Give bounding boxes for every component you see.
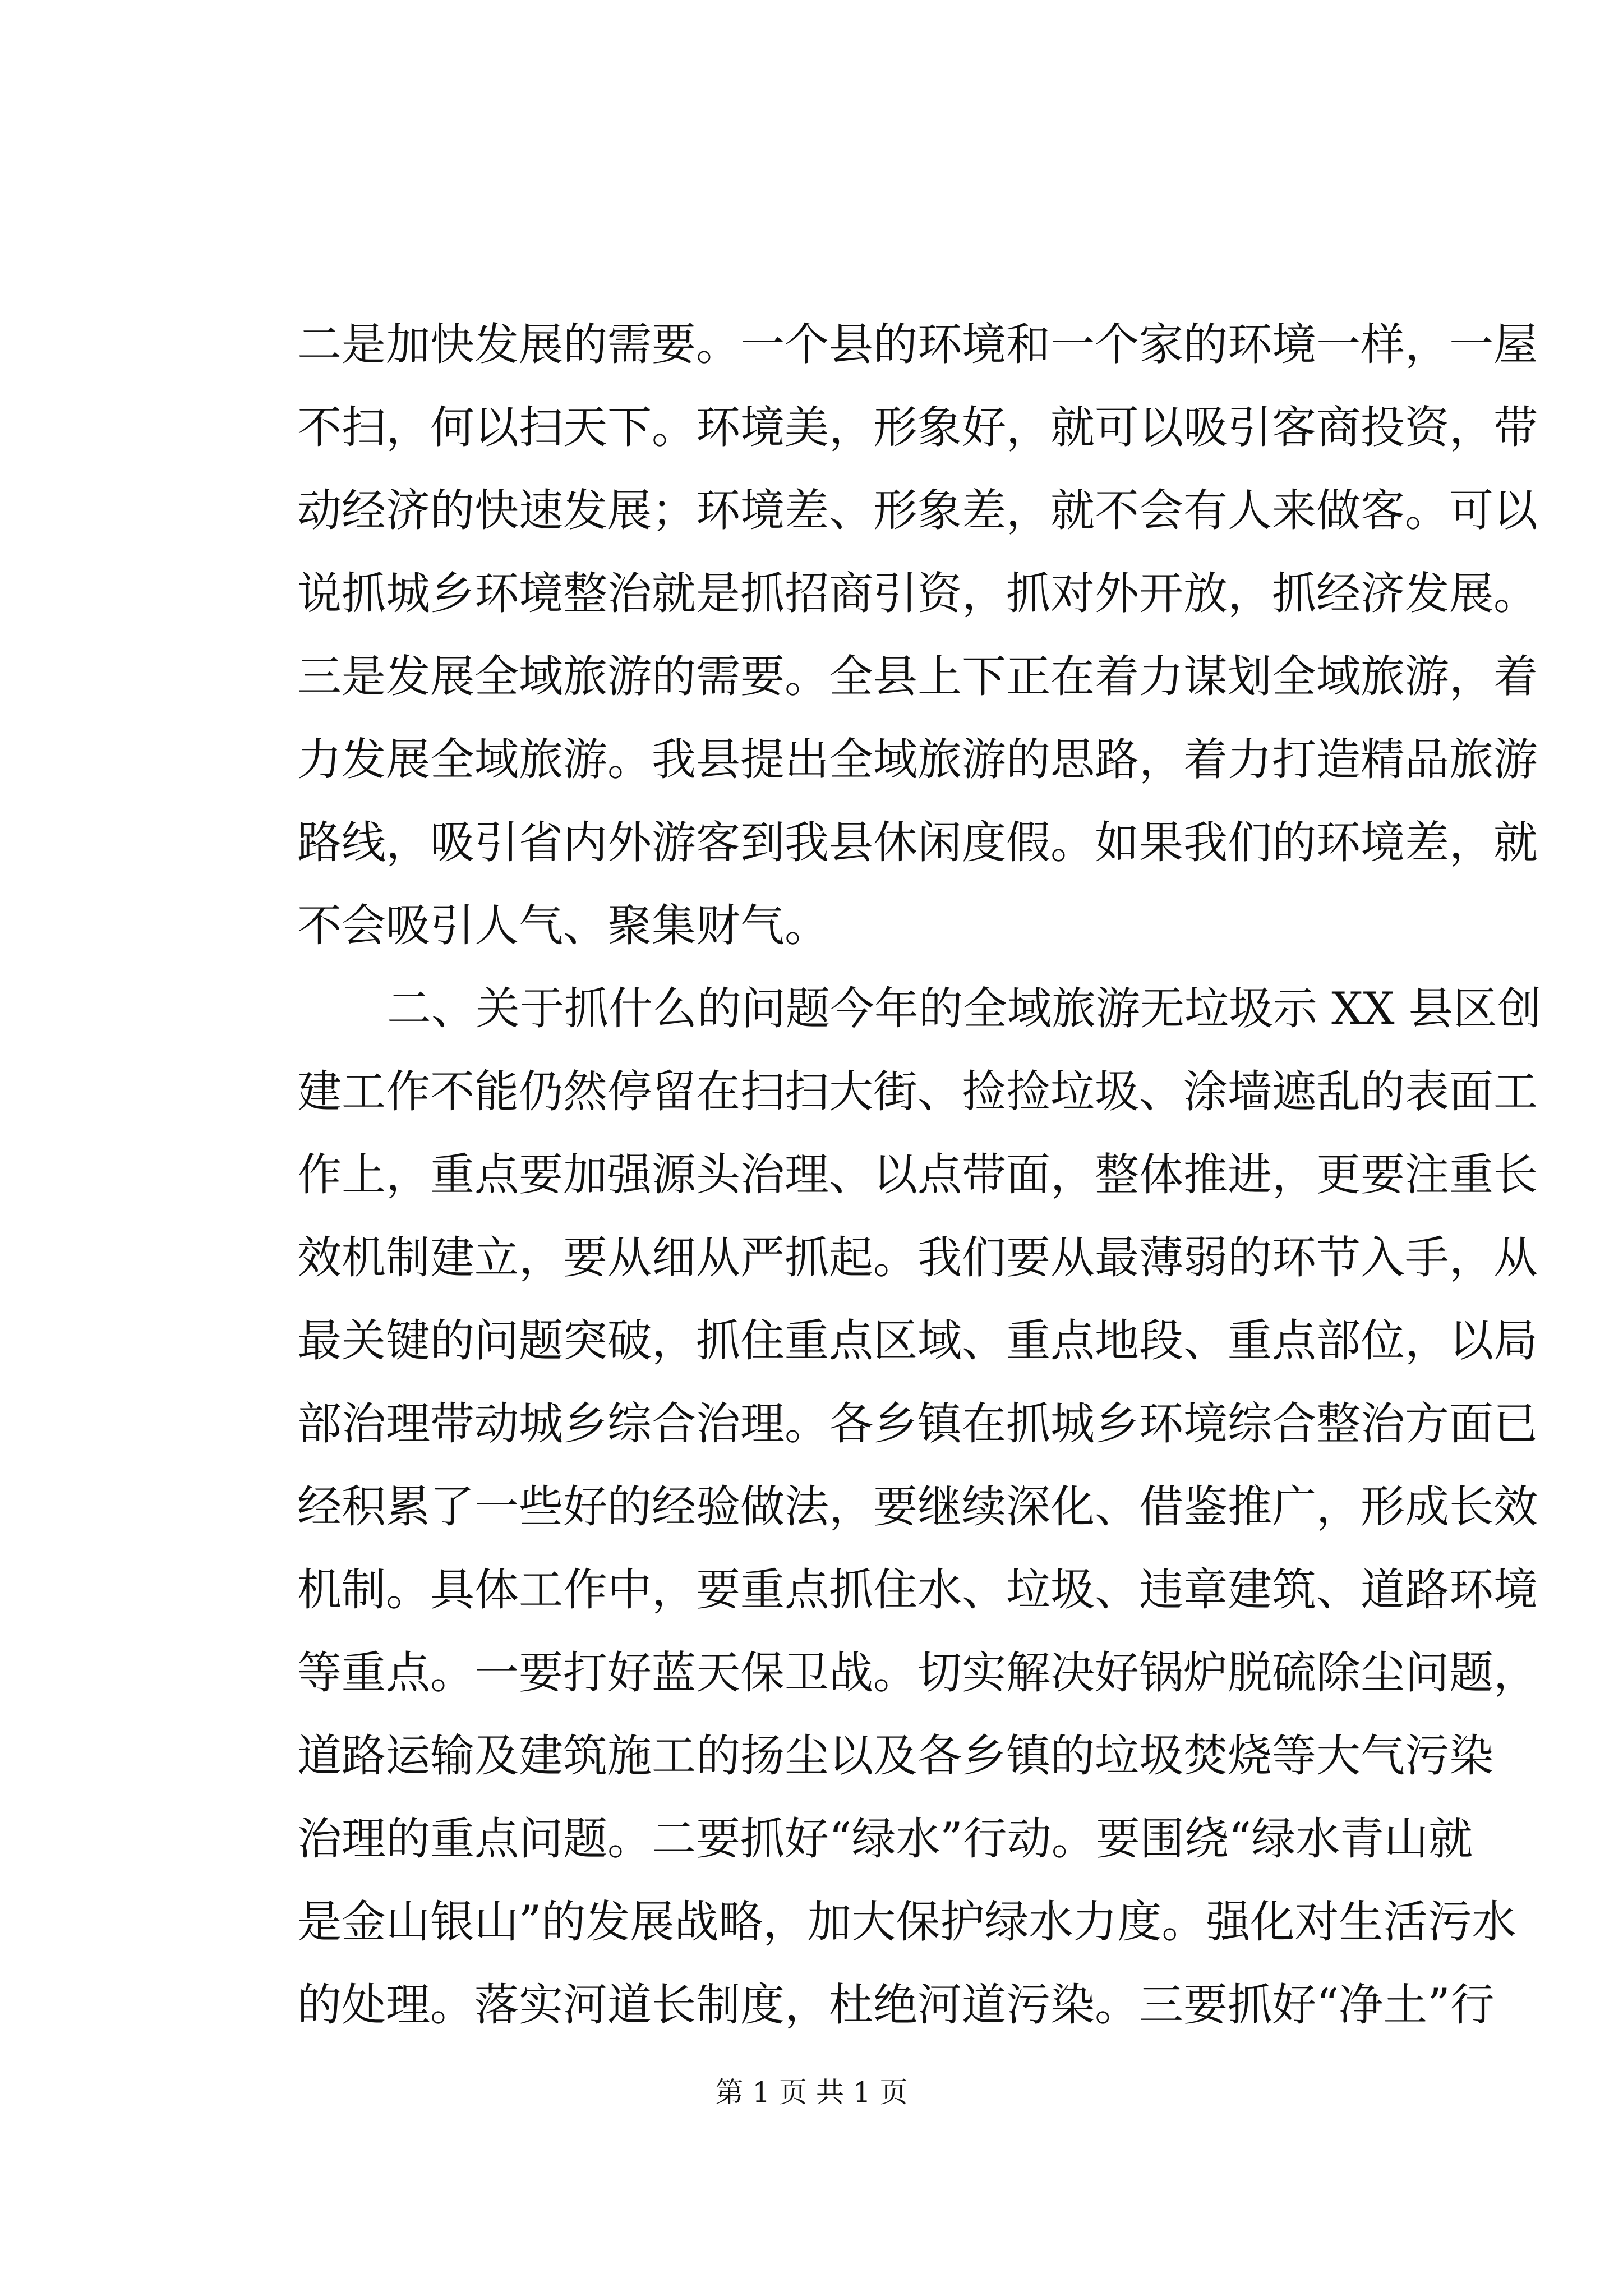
text-line: 二是加快发展的需要。一个县的环境和一个家的环境一样，一屋 [297,319,1538,370]
text-line: 道路运输及建筑施工的扬尘以及各乡镇的垃圾焚烧等大气污染 [297,1730,1493,1782]
text-line: 动经济的快速发展；环境差、形象差，就不会有人来做客。可以 [297,485,1538,536]
text-line: 路线，吸引省内外游客到我县休闲度假。如果我们的环境差，就 [297,817,1538,868]
text-line: 建工作不能仍然停留在扫扫大街、捡捡垃圾、涂墙遮乱的表面工 [297,1066,1538,1117]
text-line: 部治理带动城乡综合治理。各乡镇在抓城乡环境综合整治方面已 [297,1398,1538,1450]
text-line: 二、关于抓什么的问题今年的全域旅游无垃圾示 XX 县区创 [387,983,1542,1034]
text-line: 说抓城乡环境整治就是抓招商引资，抓对外开放，抓经济发展。 [297,568,1538,619]
text-line: 三是发展全域旅游的需要。全县上下正在着力谋划全域旅游，着 [297,651,1538,702]
text-line: 效机制建立，要从细从严抓起。我们要从最薄弱的环节入手，从 [297,1232,1538,1283]
text-line: 作上，重点要加强源头治理、以点带面，整体推进，更要注重长 [297,1149,1538,1200]
page-footer [0,2076,1623,2109]
text-line: 最关键的问题突破，抓住重点区域、重点地段、重点部位，以局 [297,1315,1538,1366]
text-line: 等重点。一要打好蓝天保卫战。切实解决好锅炉脱硫除尘问题， [297,1647,1538,1699]
text-line: 不会吸引人气、聚集财气。 [297,900,829,951]
text-line: 是金山银山”的发展战略，加大保护绿水力度。强化对生活污水 [297,1896,1516,1948]
page-number: 第 1 页 共 1 页 [715,2076,908,2109]
text-line: 经积累了一些好的经验做法，要继续深化、借鉴推广，形成长效 [297,1481,1538,1533]
text-line: 力发展全域旅游。我县提出全域旅游的思路，着力打造精品旅游 [297,734,1538,785]
text-line: 不扫，何以扫天下。环境美，形象好，就可以吸引客商投资，带 [297,402,1538,453]
document-body [297,303,1542,2046]
text-line: 的处理。落实河道长制度，杜绝河道污染。三要抓好“净土”行 [297,1979,1495,2031]
text-line: 治理的重点问题。二要抓好“绿水”行动。要围绕“绿水青山就 [297,1813,1473,1865]
text-line: 机制。具体工作中，要重点抓住水、垃圾、违章建筑、道路环境 [297,1564,1538,1616]
